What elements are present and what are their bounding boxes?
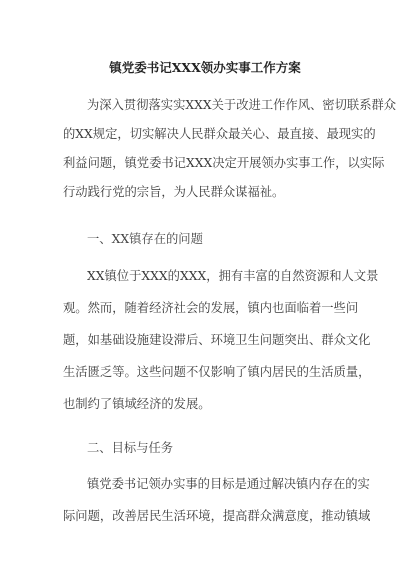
paragraph-3-line-2: 际问题，改善居民生活环境，提高群众满意度，推动镇域 — [63, 509, 371, 523]
paragraph-2-line-3: 题，如基础设施建设滞后、环境卫生问题突出、群众文化 — [63, 333, 371, 347]
paragraph-1-line-2: 的XX规定，切实解决人民群众最关心、最直接、最现实的 — [63, 127, 376, 141]
section-1-heading: 一、XX镇存在的问题 — [87, 232, 203, 246]
document-title: 镇党委书记XXX领办实事工作方案 — [109, 60, 301, 75]
paragraph-2-line-4: 生活匮乏等。这些问题不仅影响了镇内居民的生活质量， — [63, 365, 371, 379]
paragraph-3-line-1: 镇党委书记领办实事的目标是通过解决镇内存在的实 — [87, 477, 370, 491]
paragraph-1-line-4: 行动践行党的宗旨，为人民群众谋福祉。 — [63, 185, 285, 199]
paragraph-1-line-1: 为深入贯彻落实实XXX关于改进工作作风、密切联系群众 — [87, 98, 397, 112]
paragraph-2-line-2: 观。然而，随着经济社会的发展，镇内也面临着一些问 — [63, 301, 359, 315]
paragraph-2-line-5: 也制约了镇域经济的发展。 — [63, 397, 211, 411]
paragraph-1-line-3: 利益问题，镇党委书记XXX决定开展领办实事工作，以实际 — [63, 156, 385, 170]
section-2-heading: 二、目标与任务 — [87, 441, 174, 455]
paragraph-2-line-1: XX镇位于XXX的XXX，拥有丰富的自然资源和人文景 — [87, 269, 379, 283]
